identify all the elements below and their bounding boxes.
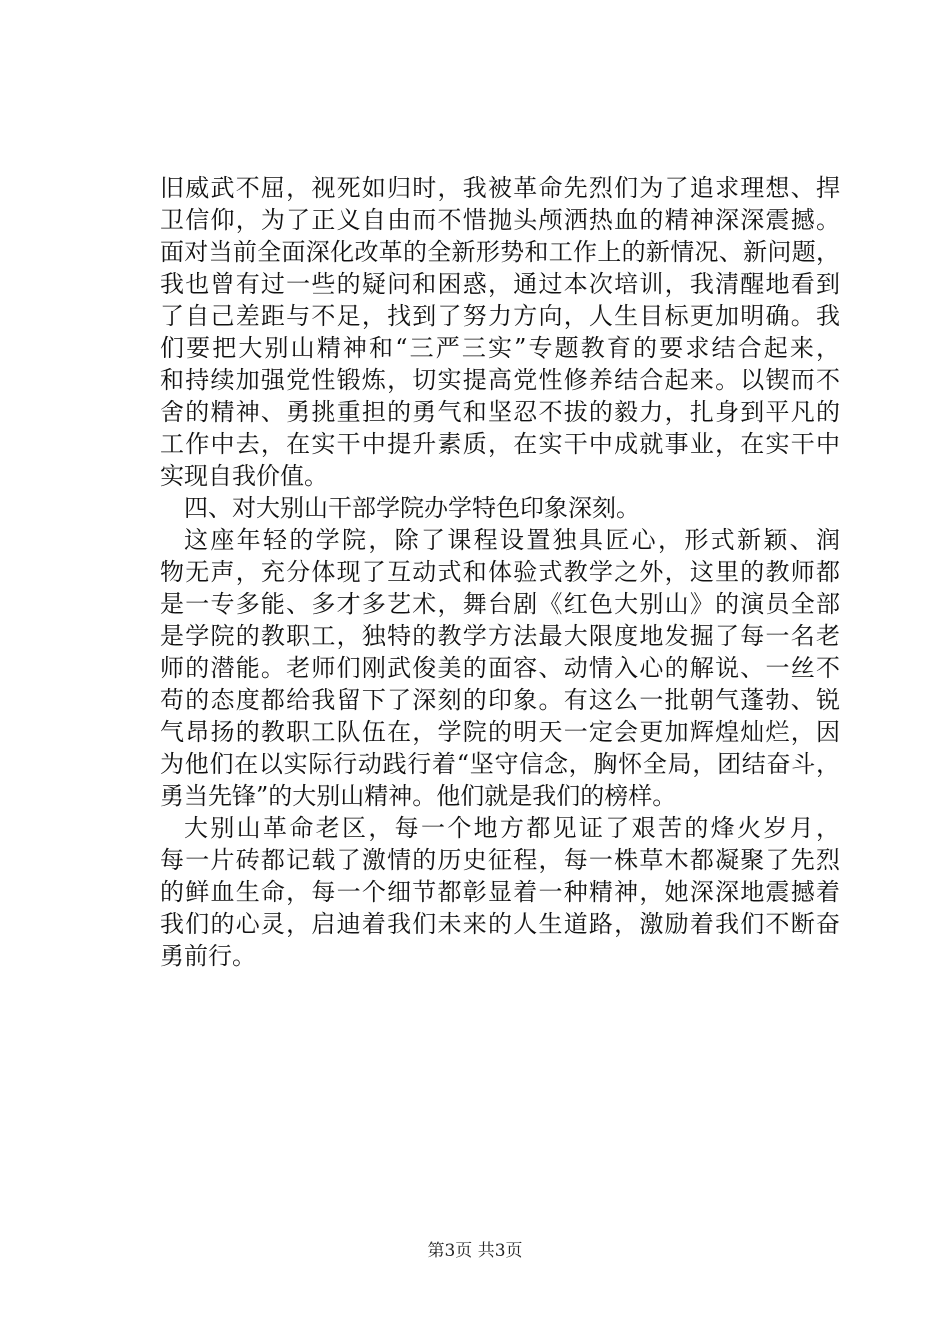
text-line: 这座年轻的学院，除了课程设置独具匠心，形式新颖、润: [184, 526, 840, 554]
text-line: 勇当先锋”的大别山精神。他们就是我们的榜样。: [160, 782, 677, 810]
text-line: 气昂扬的教职工队伍在，学院的明天一定会更加辉煌灿烂，因: [160, 718, 840, 746]
text-line: 师的潜能。老师们刚武俊美的面容、动情入心的解说、一丝不: [160, 654, 840, 682]
text-line: 实现自我价值。: [160, 462, 328, 490]
text-line: 物无声，充分体现了互动式和体验式教学之外，这里的教师都: [160, 558, 840, 586]
text-line: 我也曾有过一些的疑问和困惑，通过本次培训，我清醒地看到: [160, 270, 840, 298]
text-line: 大别山革命老区，每一个地方都见证了艰苦的烽火岁月，: [184, 814, 840, 842]
paragraph-4: [160, 812, 840, 972]
text-line: 舍的精神、勇挑重担的勇气和坚忍不拔的毅力，扎身到平凡的: [160, 398, 840, 426]
text-line: 苟的态度都给我留下了深刻的印象。有这么一批朝气蓬勃、锐: [160, 686, 840, 714]
text-line: 的鲜血生命，每一个细节都彰显着一种精神，她深深地震撼着: [160, 878, 840, 906]
section-heading: [160, 492, 840, 524]
paragraph-1: [160, 172, 840, 492]
text-line: 勇前行。: [160, 942, 256, 970]
text-line: 们要把大别山精神和“三严三实”专题教育的要求结合起来，: [160, 334, 840, 362]
text-line: 旧威武不屈，视死如归时，我被革命先烈们为了追求理想、捍: [160, 174, 840, 202]
heading-line: 四、对大别山干部学院办学特色印象深刻。: [184, 494, 640, 522]
text-line: 是学院的教职工，独特的教学方法最大限度地发掘了每一名老: [160, 622, 840, 650]
paragraph-3: [160, 524, 840, 812]
text-line: 面对当前全面深化改革的全新形势和工作上的新情况、新问题，: [160, 238, 840, 266]
text-line: 是一专多能、多才多艺术，舞台剧《红色大别山》的演员全部: [160, 590, 840, 618]
text-line: 卫信仰，为了正义自由而不惜抛头颅洒热血的精神深深震撼。: [160, 206, 840, 234]
text-line: 了自己差距与不足，找到了努力方向，人生目标更加明确。我: [160, 302, 840, 330]
text-line: 为他们在以实际行动践行着“坚守信念，胸怀全局，团结奋斗，: [160, 750, 840, 778]
document-body: [160, 172, 840, 972]
text-line: 和持续加强党性锻炼，切实提高党性修养结合起来。以锲而不: [160, 366, 840, 394]
text-line: 工作中去，在实干中提升素质，在实干中成就事业，在实干中: [160, 430, 840, 458]
text-line: 每一片砖都记载了激情的历史征程，每一株草木都凝聚了先烈: [160, 846, 840, 874]
text-line: 我们的心灵，启迪着我们未来的人生道路，激励着我们不断奋: [160, 910, 840, 938]
page-number-footer: 第3页 共3页: [427, 1241, 523, 1261]
